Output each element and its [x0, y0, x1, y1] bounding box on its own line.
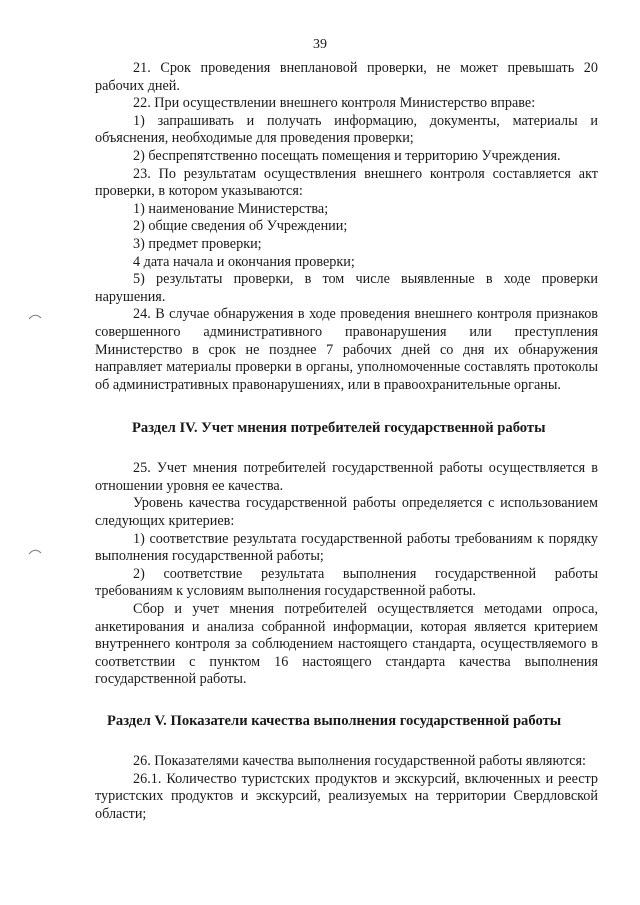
- paragraph-23-item-2: 2) общие сведения об Учреждении;: [133, 218, 348, 235]
- paragraph-26: 26. Показателями качества выполнения государственной работы являются:: [133, 753, 586, 769]
- page-number: 39: [313, 37, 327, 52]
- section-iv-heading: Раздел IV. Учет мнения потребителей государственной работы: [132, 420, 546, 437]
- paragraph-25-criterion-1: 1) соответствие результата государственной работы требованиям к порядку выполнения государственной работы;: [95, 530, 598, 565]
- paragraph-23-item-3: 3) предмет проверки;: [133, 235, 262, 252]
- paragraph-25-criterion-2: 2) соответствие результата выполнения государственной работы требованиям к условиям выполнения государственной работы.: [95, 565, 598, 600]
- binding-hole-mark-top: [28, 313, 42, 321]
- paragraph-22: 22. При осуществлении внешнего контроля Министерство вправе:: [133, 95, 536, 112]
- section-v-heading: Раздел V. Показатели качества выполнения государственной работы: [107, 713, 562, 729]
- paragraph-21: 21. Срок проведения внеплановой проверки, не может превышать 20 рабочих дней.: [95, 60, 598, 94]
- paragraph-26-1: 26.1. Количество туристских продуктов и экскурсий, включенных и реестр туристских продуктов и экскурсий, реализуемых на территории Свердловской области;: [95, 770, 598, 822]
- document-body: [95, 60, 598, 823]
- binding-hole-mark-bottom: [28, 548, 42, 556]
- paragraph-22-item-2: 2) беспрепятственно посещать помещения и территорию Учреждения.: [133, 147, 561, 164]
- paragraph-23-item-4: 4 дата начала и окончания проверки;: [133, 253, 355, 270]
- paragraph-24: 24. В случае обнаружения в ходе проведения внешнего контроля признаков совершенного административного правонарушения или преступления Министерство в срок не позднее 7 рабочих дней со дня их обнаружения направляет материалы проверки в органы, уполномоченные составлять протоколы об административных правонарушениях, или в правоохранительные органы.: [95, 306, 598, 393]
- paragraph-23-item-1: 1) наименование Министерства;: [133, 200, 329, 217]
- paragraph-22-item-1: 1) запрашивать и получать информацию, документы, материалы и объяснения, необходимые для проведения проверки;: [95, 112, 598, 147]
- paragraph-25: 25. Учет мнения потребителей государственной работы осуществляется в отношении уровня ее качества.: [95, 460, 598, 494]
- paragraph-23: 23. По результатам осуществления внешнего контроля составляется акт проверки, в котором указываются:: [95, 165, 598, 200]
- paragraph-25-collection: Сбор и учет мнения потребителей осуществляется методами опроса, анкетирования и анализа собранной информации, которая является критерием внутреннего контроля за соблюдением настоящего стандарта, осуществляемого в соответствии с пунктом 16 настоящего стандарта качества выполнения государственной работы.: [95, 601, 598, 688]
- paragraph-23-item-5: 5) результаты проверки, в том числе выявленные в ходе проверки нарушения.: [95, 271, 598, 305]
- paragraph-25-quality-level: Уровень качества государственной работы определяется с использованием следующих критериев:: [95, 495, 598, 530]
